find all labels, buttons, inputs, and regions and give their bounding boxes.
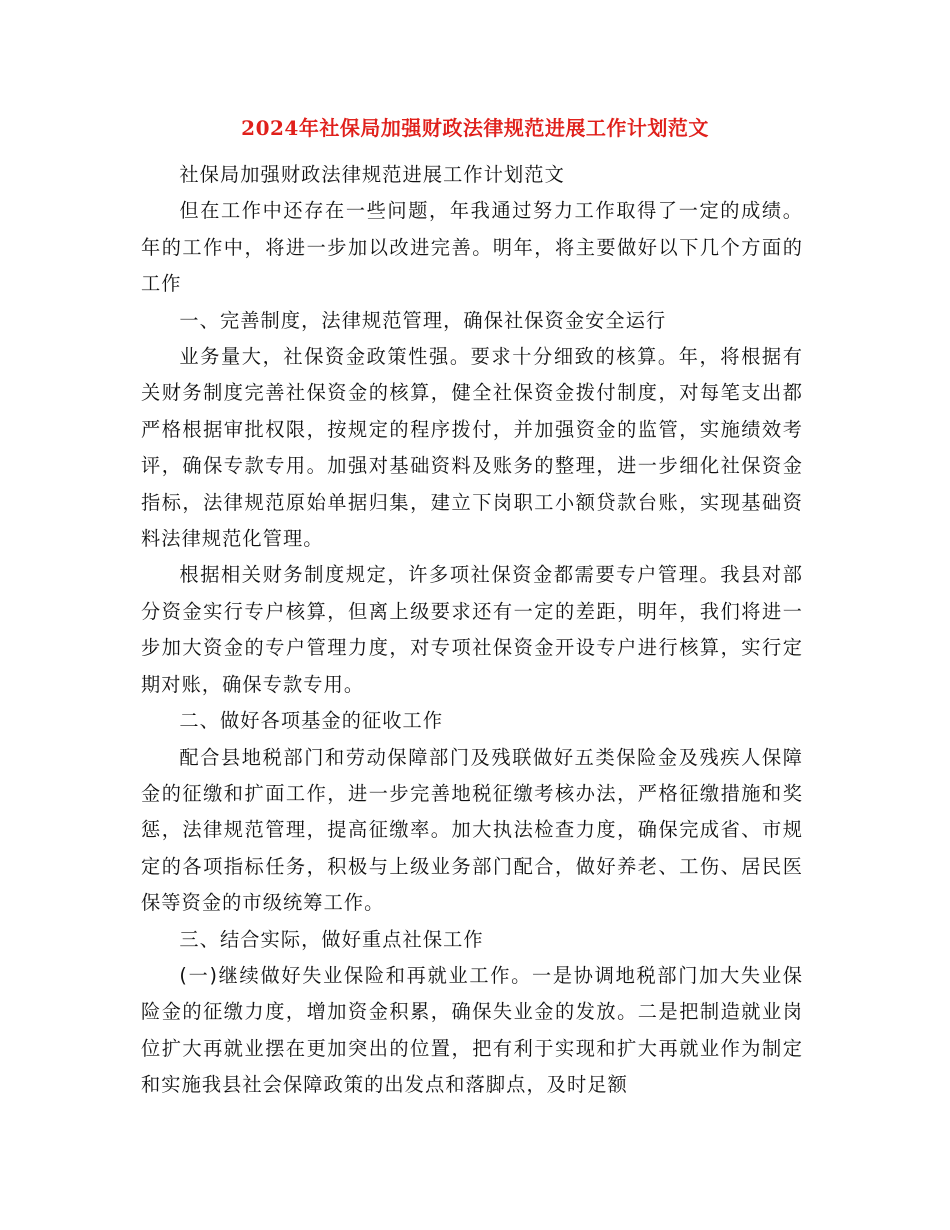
paragraph-collection: 配合县地税部门和劳动保障部门及残联做好五类保险金及残疾人保障金的征缴和扩面工作，进一步完善地税征缴考核办法，严格征缴措施和奖惩，法律规范管理，提高征缴率。加大执法检查力度，确保完成省、市规定的各项指标任务，积极与上级业务部门配合，做好养老、工伤、居民医保等资金的市级统筹工作。 <box>141 745 803 915</box>
document-body <box>141 157 803 1104</box>
section-heading-1: 一、完善制度，法律规范管理，确保社保资金安全运行 <box>179 308 667 332</box>
section-heading-3: 三、结合实际，做好重点社保工作 <box>179 927 484 951</box>
document-title: 2024年社保局加强财政法律规范进展工作计划范文 <box>241 116 709 140</box>
paragraph-intro: 但在工作中还存在一些问题，年我通过努力工作取得了一定的成绩。年的工作中，将进一步加以改进完善。明年，将主要做好以下几个方面的工作 <box>141 199 803 296</box>
paragraph-unemployment: (一)继续做好失业保险和再就业工作。一是协调地税部门加大失业保险金的征缴力度，增加资金积累，确保失业金的发放。二是把制造就业岗位扩大再就业摆在更加突出的位置，把有利于实现和扩大再就业作为制定和实施我县社会保障政策的出发点和落脚点，及时足额 <box>141 963 803 1097</box>
paragraph-special-accounts: 根据相关财务制度规定，许多项社保资金都需要专户管理。我县对部分资金实行专户核算，但离上级要求还有一定的差距，明年，我们将进一步加大资金的专户管理力度，对专项社保资金开设专户进行核算，实行定期对账，确保专款专用。 <box>141 563 803 696</box>
paragraph-subtitle: 社保局加强财政法律规范进展工作计划范文 <box>179 163 565 186</box>
section-heading-2: 二、做好各项基金的征收工作 <box>179 709 444 733</box>
paragraph-accounting: 业务量大，社保资金政策性强。要求十分细致的核算。年，将根据有关财务制度完善社保资金的核算，健全社保资金拨付制度，对每笔支出都严格根据审批权限，按规定的程序拨付，并加强资金的监管，实施绩效考评，确保专款专用。加强对基础资料及账务的整理，进一步细化社保资金指标，法律规范原始单据归集，建立下岗职工小额贷款台账，实现基础资料法律规范化管理。 <box>141 345 803 551</box>
